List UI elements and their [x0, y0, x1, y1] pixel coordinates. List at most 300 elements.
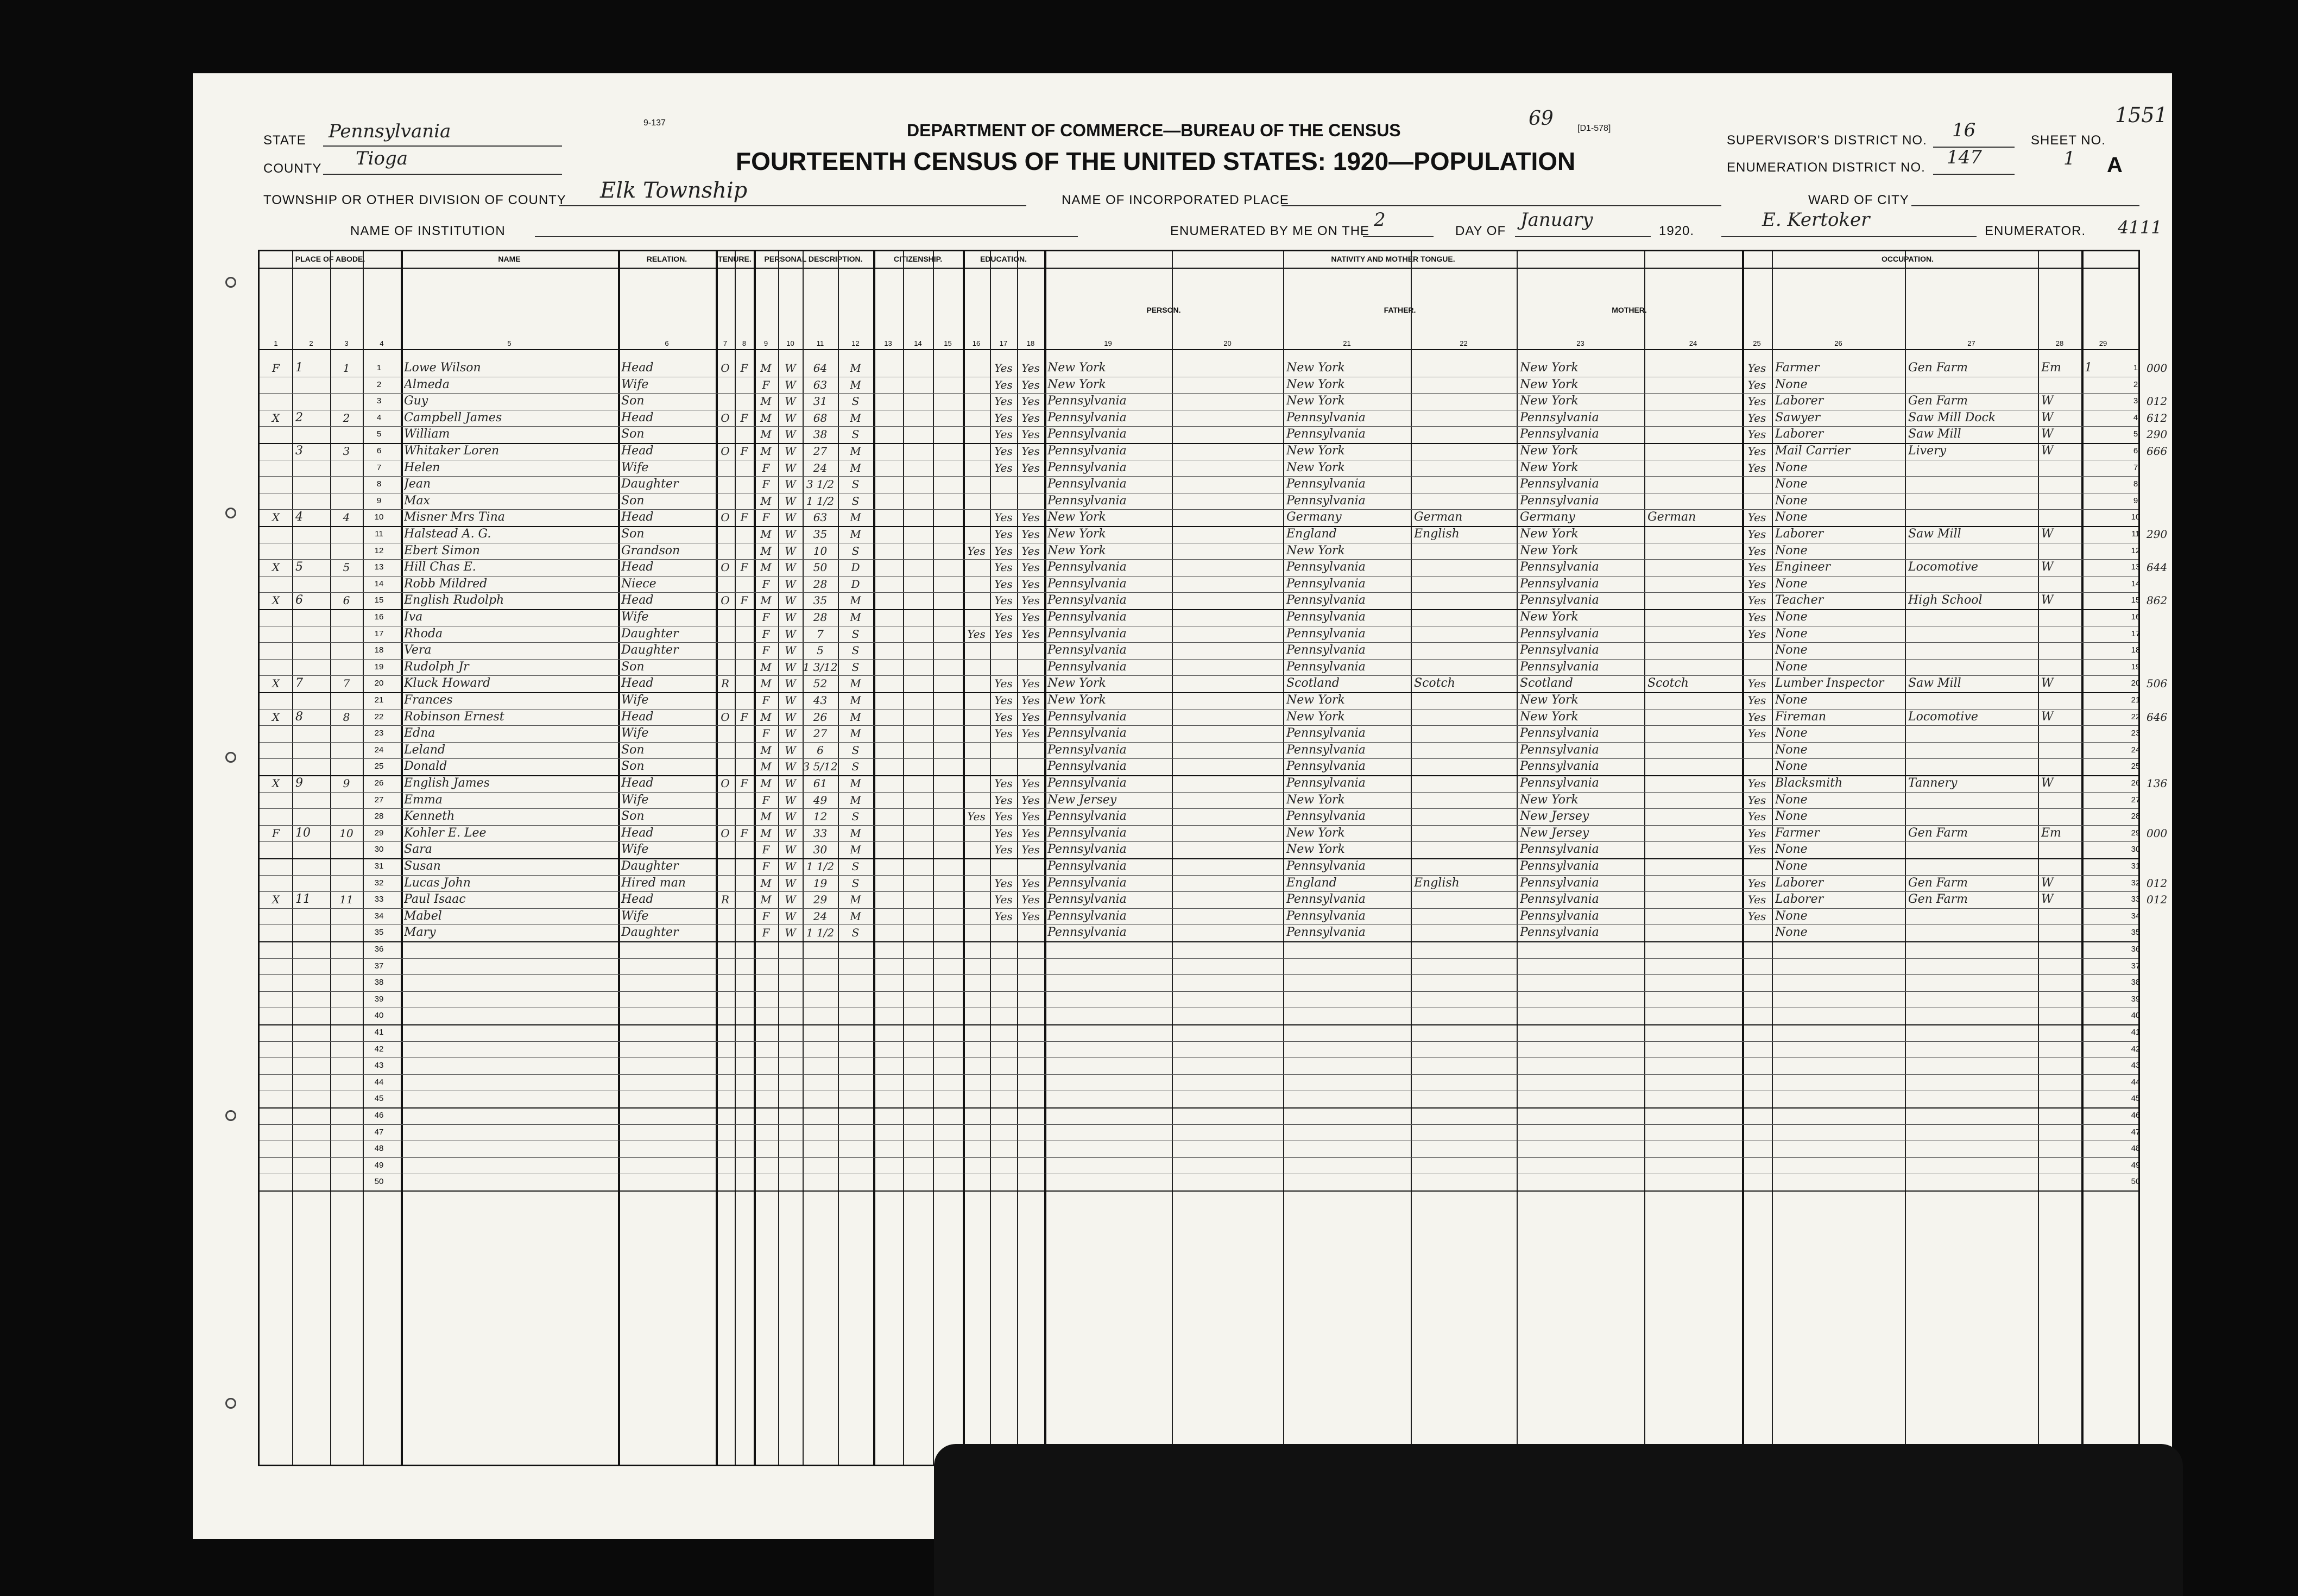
cell-read: Yes	[994, 793, 1013, 807]
line-number: 20	[374, 679, 384, 688]
cell-ms: S	[851, 395, 860, 408]
cell-ms: M	[850, 843, 861, 857]
cell-name: Robb Mildred	[404, 577, 488, 591]
line-number-right: 33	[2131, 895, 2141, 904]
cell-cls: W	[2041, 593, 2054, 607]
cell-house: 10	[295, 826, 311, 840]
line-number-right: 15	[2131, 596, 2141, 605]
cell-pob: New York	[1047, 693, 1106, 707]
cell-ms: S	[851, 760, 860, 774]
cell-ms: M	[850, 445, 861, 458]
cell-name: Whitaker Loren	[404, 444, 500, 458]
cell-fpob: Pennsylvania	[1286, 593, 1366, 607]
line-number: 42	[374, 1044, 384, 1054]
cell-rel: Daughter	[621, 643, 679, 657]
line-number-right: 49	[2131, 1160, 2141, 1170]
line-number: 9	[376, 496, 382, 505]
cell-pob: Pennsylvania	[1047, 776, 1127, 790]
cell-sex: M	[760, 660, 772, 674]
line-number-right: 45	[2131, 1094, 2141, 1104]
cell-pob: New York	[1047, 676, 1106, 691]
line-number: 28	[374, 812, 384, 821]
line-number-right: 14	[2131, 579, 2141, 588]
cell-cls: Em	[2041, 826, 2061, 840]
line-number-right: 3	[2133, 396, 2138, 406]
cell-sex: F	[762, 843, 770, 857]
cell-ms: S	[851, 627, 860, 641]
cell-name: Mabel	[404, 909, 442, 923]
cell-read: Yes	[994, 511, 1013, 524]
column-number: 28	[2055, 339, 2064, 347]
cell-name: Ebert Simon	[404, 543, 480, 558]
cell-mpob: Pennsylvania	[1520, 726, 1599, 740]
cell-occ: None	[1775, 926, 1808, 940]
line-number: 16	[374, 612, 384, 622]
punch-hole	[225, 277, 236, 288]
cell-mpob: Pennsylvania	[1520, 660, 1599, 674]
cell-street: X	[272, 777, 280, 790]
cell-house: 7	[295, 676, 303, 691]
cell-occ: None	[1775, 610, 1808, 624]
cell-race: W	[785, 511, 796, 524]
cell-rel: Hired man	[621, 876, 686, 890]
row-rule	[260, 1041, 2138, 1042]
cell-pob: Pennsylvania	[1047, 477, 1127, 491]
cell-occ: None	[1775, 543, 1808, 558]
cell-write: Yes	[1021, 445, 1040, 458]
cell-age: 35	[813, 594, 828, 607]
cell-occ: Blacksmith	[1775, 776, 1843, 790]
cell-mpob: Pennsylvania	[1520, 626, 1599, 641]
cell-race: W	[785, 660, 796, 674]
cell-sex: F	[762, 926, 770, 940]
line-number: 14	[374, 579, 384, 588]
cell-sex: F	[762, 577, 770, 591]
cell-pob: Pennsylvania	[1047, 626, 1127, 641]
line-number-right: 18	[2131, 645, 2141, 655]
line-number-right: 48	[2131, 1144, 2141, 1154]
cell-read: Yes	[994, 777, 1013, 790]
column-number: 18	[1026, 339, 1035, 347]
township-value: Elk Township	[600, 178, 748, 203]
cell-write: Yes	[1021, 362, 1040, 375]
cell-rel: Head	[621, 593, 654, 607]
line-number-right: 43	[2131, 1061, 2141, 1071]
incorporated-label: NAME OF INCORPORATED PLACE	[1062, 193, 1289, 207]
cell-fpob: New York	[1286, 394, 1345, 408]
cell-eng: Yes	[1747, 909, 1766, 923]
cell-read: Yes	[994, 727, 1013, 740]
cell-sex: F	[762, 611, 770, 624]
cell-write: Yes	[1021, 876, 1040, 890]
margin-code: 290	[2147, 528, 2168, 541]
township-underline	[559, 205, 1026, 206]
cell-name: Campbell James	[404, 410, 502, 425]
sheet-number: 1	[2063, 148, 2075, 169]
cell-name: Frances	[404, 693, 453, 707]
line-number: 24	[374, 745, 384, 755]
line-number-right: 38	[2131, 978, 2141, 987]
cell-rel: Wife	[621, 793, 649, 807]
cell-ms: S	[851, 644, 860, 657]
cell-sex: M	[760, 494, 772, 508]
cell-age: 28	[813, 577, 828, 591]
line-number-right: 13	[2131, 562, 2141, 572]
department-title: DEPARTMENT OF COMMERCE—BUREAU OF THE CENSUS	[907, 121, 1401, 140]
cell-fam: 9	[343, 777, 350, 790]
census-title: FOURTEENTH CENSUS OF THE UNITED STATES: 1920—POPULATION	[736, 147, 1576, 175]
line-number-right: 1	[2133, 363, 2138, 372]
line-number-right: 2	[2133, 379, 2138, 389]
punch-hole	[225, 1110, 236, 1121]
margin-code: 644	[2147, 561, 2168, 574]
cell-eng: Yes	[1747, 411, 1766, 425]
cell-sex: M	[760, 710, 772, 724]
cell-occ: None	[1775, 759, 1808, 774]
cell-race: W	[785, 710, 796, 724]
margin-code: 646	[2147, 710, 2168, 724]
column-number: 29	[2099, 339, 2107, 347]
cell-occ: Farmer	[1775, 361, 1820, 375]
cell-name: Halstead A. G.	[404, 527, 491, 541]
cell-occ: Laborer	[1775, 892, 1824, 907]
cell-rel: Head	[621, 892, 654, 907]
cell-race: W	[785, 926, 796, 940]
margin-code: 012	[2147, 876, 2168, 890]
cell-street: X	[272, 710, 280, 724]
cell-name: Misner Mrs Tina	[404, 510, 505, 524]
line-number-right: 26	[2131, 778, 2141, 788]
cell-mpob: Pennsylvania	[1520, 776, 1599, 790]
month-underline	[1515, 236, 1651, 237]
cell-rel: Wife	[621, 843, 649, 857]
cell-pob: Pennsylvania	[1047, 826, 1127, 840]
cell-house: 11	[295, 892, 311, 907]
cell-free: F	[740, 411, 748, 425]
line-number-right: 5	[2133, 429, 2138, 439]
cell-mpob: Pennsylvania	[1520, 427, 1599, 441]
cell-pob: Pennsylvania	[1047, 859, 1127, 873]
column-number: 11	[816, 339, 824, 347]
cell-sched: 1	[2085, 361, 2092, 375]
line-number: 32	[374, 878, 384, 888]
cell-fpob: Pennsylvania	[1286, 776, 1366, 790]
cell-pob: Pennsylvania	[1047, 926, 1127, 940]
line-number-right: 47	[2131, 1127, 2141, 1137]
cell-ind: Tannery	[1908, 776, 1958, 790]
cell-write: Yes	[1021, 594, 1040, 607]
cell-rel: Son	[621, 743, 645, 757]
cell-mpob: Pennsylvania	[1520, 560, 1599, 574]
cell-ms: M	[850, 793, 861, 807]
cell-rel: Son	[621, 809, 645, 824]
cell-ms: M	[850, 611, 861, 624]
cell-eng: Yes	[1747, 793, 1766, 807]
enumerated-label: ENUMERATED BY ME ON THE	[1170, 224, 1370, 238]
cell-mpob: New York	[1520, 361, 1579, 375]
cell-fam: 11	[339, 893, 353, 907]
cell-race: W	[785, 677, 796, 691]
cell-fpob: New York	[1286, 843, 1345, 857]
cell-rel: Head	[621, 410, 654, 425]
cell-write: Yes	[1021, 511, 1040, 524]
cell-mpob: Pennsylvania	[1520, 909, 1599, 923]
cell-house: 8	[295, 710, 303, 724]
cell-mpob: Pennsylvania	[1520, 477, 1599, 491]
cell-mpob: Pennsylvania	[1520, 593, 1599, 607]
group-relation: RELATION.	[646, 255, 687, 263]
cell-fpob: Pennsylvania	[1286, 477, 1366, 491]
cell-sex: M	[760, 528, 772, 541]
cell-street: X	[272, 594, 280, 607]
line-number: 40	[374, 1011, 384, 1021]
cell-write: Yes	[1021, 577, 1040, 591]
cell-name: Guy	[404, 394, 428, 408]
cell-occ: Farmer	[1775, 826, 1820, 840]
line-number-right: 27	[2131, 795, 2141, 805]
margin-code: 506	[2147, 677, 2168, 691]
cell-ind: Saw Mill Dock	[1908, 410, 1996, 425]
cell-occ: None	[1775, 577, 1808, 591]
cell-occ: Engineer	[1775, 560, 1831, 574]
line-number: 39	[374, 994, 384, 1004]
cell-race: W	[785, 461, 796, 474]
census-table	[258, 250, 2168, 1466]
cell-occ: None	[1775, 510, 1808, 524]
line-number: 1	[376, 363, 382, 372]
county-label: COUNTY	[263, 161, 322, 176]
cell-mpob: New York	[1520, 543, 1579, 558]
cell-eng: Yes	[1747, 893, 1766, 907]
cell-write: Yes	[1021, 544, 1040, 558]
cell-sex: F	[762, 627, 770, 641]
cell-age: 61	[813, 777, 828, 790]
cell-occ: None	[1775, 493, 1808, 508]
group-name: NAME	[498, 255, 521, 263]
line-number: 15	[374, 596, 384, 605]
cell-cls: W	[2041, 876, 2054, 890]
line-number-right: 25	[2131, 762, 2141, 771]
cell-occ: None	[1775, 643, 1808, 657]
cell-ms: M	[850, 826, 861, 840]
cell-mpob: Scotland	[1520, 676, 1573, 691]
cell-name: Vera	[404, 643, 432, 657]
cell-house: 9	[295, 776, 303, 790]
line-number-right: 28	[2131, 812, 2141, 821]
line-number-right: 10	[2131, 512, 2141, 522]
cell-fpob: England	[1286, 527, 1337, 541]
cell-write: Yes	[1021, 777, 1040, 790]
cell-mpob: New York	[1520, 793, 1579, 807]
cell-fpob: Pennsylvania	[1286, 759, 1366, 774]
cell-pob: New York	[1047, 361, 1106, 375]
cell-read: Yes	[994, 810, 1013, 824]
column-number: 9	[763, 339, 768, 347]
cell-fpob: Pennsylvania	[1286, 892, 1366, 907]
cell-occ: None	[1775, 843, 1808, 857]
line-number: 33	[374, 895, 384, 904]
cell-race: W	[785, 760, 796, 774]
cell-ms: M	[850, 362, 861, 375]
cell-street: F	[272, 826, 280, 840]
cell-name: Edna	[404, 726, 435, 740]
cell-age: 1 1/2	[806, 494, 835, 508]
cell-ind: Saw Mill	[1908, 676, 1961, 691]
line-number: 45	[374, 1094, 384, 1104]
cell-pob: Pennsylvania	[1047, 743, 1127, 757]
column-number: 16	[972, 339, 981, 347]
cell-ind: Livery	[1908, 444, 1947, 458]
line-number-right: 30	[2131, 845, 2141, 854]
cell-read: Yes	[994, 694, 1013, 707]
column-number: 20	[1223, 339, 1232, 347]
supervisor-value: 16	[1952, 119, 1976, 141]
cell-rel: Son	[621, 394, 645, 408]
cell-race: W	[785, 611, 796, 624]
cell-fpob: Pennsylvania	[1286, 577, 1366, 591]
cell-fpob: Pennsylvania	[1286, 926, 1366, 940]
state-value: Pennsylvania	[329, 121, 451, 142]
cell-pob: Pennsylvania	[1047, 892, 1127, 907]
cell-rel: Head	[621, 361, 654, 375]
line-number: 11	[375, 529, 383, 539]
cell-ms: M	[850, 378, 861, 391]
cell-age: 27	[813, 445, 828, 458]
cell-read: Yes	[994, 411, 1013, 425]
margin-code: 136	[2147, 777, 2168, 790]
cell-mpob: Pennsylvania	[1520, 643, 1599, 657]
column-number: 17	[999, 339, 1008, 347]
cell-age: 28	[813, 611, 828, 624]
cell-sex: M	[760, 445, 772, 458]
cell-sex: M	[760, 411, 772, 425]
cell-occ: None	[1775, 726, 1808, 740]
line-number: 48	[374, 1144, 384, 1154]
cell-race: W	[785, 694, 796, 707]
township-label: TOWNSHIP OR OTHER DIVISION OF COUNTY	[263, 193, 566, 207]
institution-underline	[535, 236, 1078, 237]
line-number: 6	[376, 446, 382, 455]
cell-sex: F	[762, 644, 770, 657]
line-number: 38	[374, 978, 384, 987]
cell-eng: Yes	[1747, 445, 1766, 458]
cell-mpob: New York	[1520, 377, 1579, 391]
cell-fpob: New York	[1286, 793, 1345, 807]
line-number: 26	[374, 778, 384, 788]
cell-rel: Son	[621, 660, 645, 674]
cell-eng: Yes	[1747, 561, 1766, 574]
cell-age: 33	[813, 826, 828, 840]
supervisor-label: SUPERVISOR'S DISTRICT NO.	[1727, 133, 1927, 148]
state-underline	[323, 145, 562, 147]
enumerator-name: E. Kertoker	[1762, 209, 1870, 231]
cell-pob: Pennsylvania	[1047, 577, 1127, 591]
cell-name: Rudolph Jr	[404, 660, 469, 674]
cell-mpob: Pennsylvania	[1520, 859, 1599, 873]
punch-hole	[225, 1398, 236, 1409]
cell-race: W	[785, 445, 796, 458]
line-number-right: 34	[2131, 911, 2141, 921]
cell-fpob: Pennsylvania	[1286, 560, 1366, 574]
cell-street: F	[272, 362, 280, 375]
line-number-right: 24	[2131, 745, 2141, 755]
cell-write: Yes	[1021, 727, 1040, 740]
cell-rel: Niece	[621, 577, 656, 591]
line-number-right: 9	[2133, 496, 2138, 505]
row-rule	[260, 1124, 2138, 1125]
cell-ms: M	[850, 727, 861, 740]
cell-name: William	[404, 427, 450, 441]
cell-mpob: New York	[1520, 710, 1579, 724]
cell-occ: Lumber Inspector	[1775, 676, 1884, 691]
group-nativity: NATIVITY AND MOTHER TONGUE.	[1331, 255, 1455, 263]
cell-write: Yes	[1021, 627, 1040, 641]
cell-eng: Yes	[1747, 594, 1766, 607]
cell-eng: Yes	[1747, 810, 1766, 824]
cell-age: 10	[813, 544, 828, 558]
cell-read: Yes	[994, 378, 1013, 391]
cell-free: F	[740, 594, 748, 607]
column-number: 27	[1967, 339, 1975, 347]
cell-free: F	[740, 710, 748, 724]
cell-race: W	[785, 362, 796, 375]
group-tenure: TENURE.	[718, 255, 752, 263]
cell-ms: M	[850, 677, 861, 691]
cell-eng: Yes	[1747, 362, 1766, 375]
cell-fam: 5	[343, 561, 350, 574]
cell-pob: New York	[1047, 527, 1106, 541]
line-number: 46	[374, 1111, 384, 1120]
enumerator-underline	[1721, 236, 1977, 237]
cell-age: 50	[813, 561, 828, 574]
cell-ms: M	[850, 511, 861, 524]
cell-sex: M	[760, 743, 772, 757]
cell-house: 5	[295, 560, 303, 574]
cell-mpob: Pennsylvania	[1520, 410, 1599, 425]
cell-race: W	[785, 793, 796, 807]
cell-rel: Head	[621, 710, 654, 724]
line-number: 19	[374, 662, 384, 672]
punch-hole	[225, 508, 236, 518]
day-of-label: DAY OF	[1455, 224, 1506, 238]
line-number-right: 31	[2131, 862, 2141, 871]
cell-eng: Yes	[1747, 876, 1766, 890]
cell-name: Sara	[404, 843, 432, 857]
cell-sex: F	[762, 793, 770, 807]
cell-read: Yes	[994, 395, 1013, 408]
line-number: 47	[374, 1127, 384, 1137]
cell-age: 12	[813, 810, 828, 824]
cell-street: X	[272, 511, 280, 524]
cell-cls: W	[2041, 676, 2054, 691]
cell-read: Yes	[994, 611, 1013, 624]
cell-age: 29	[813, 893, 828, 907]
cell-fpob: New York	[1286, 543, 1345, 558]
cell-name: Max	[404, 493, 431, 508]
ward-underline	[1911, 205, 2139, 206]
cell-sex: F	[762, 378, 770, 391]
cell-eng: Yes	[1747, 395, 1766, 408]
scan-smudge	[934, 1444, 2183, 1596]
cell-ms: S	[851, 860, 860, 873]
cell-name: Paul Isaac	[404, 892, 466, 907]
cell-ind: Gen Farm	[1908, 826, 1968, 840]
line-number: 43	[374, 1061, 384, 1071]
cell-pob: Pennsylvania	[1047, 610, 1127, 624]
cell-name: Susan	[404, 859, 441, 873]
cell-race: W	[785, 876, 796, 890]
group-occupation: OCCUPATION.	[1882, 255, 1934, 263]
